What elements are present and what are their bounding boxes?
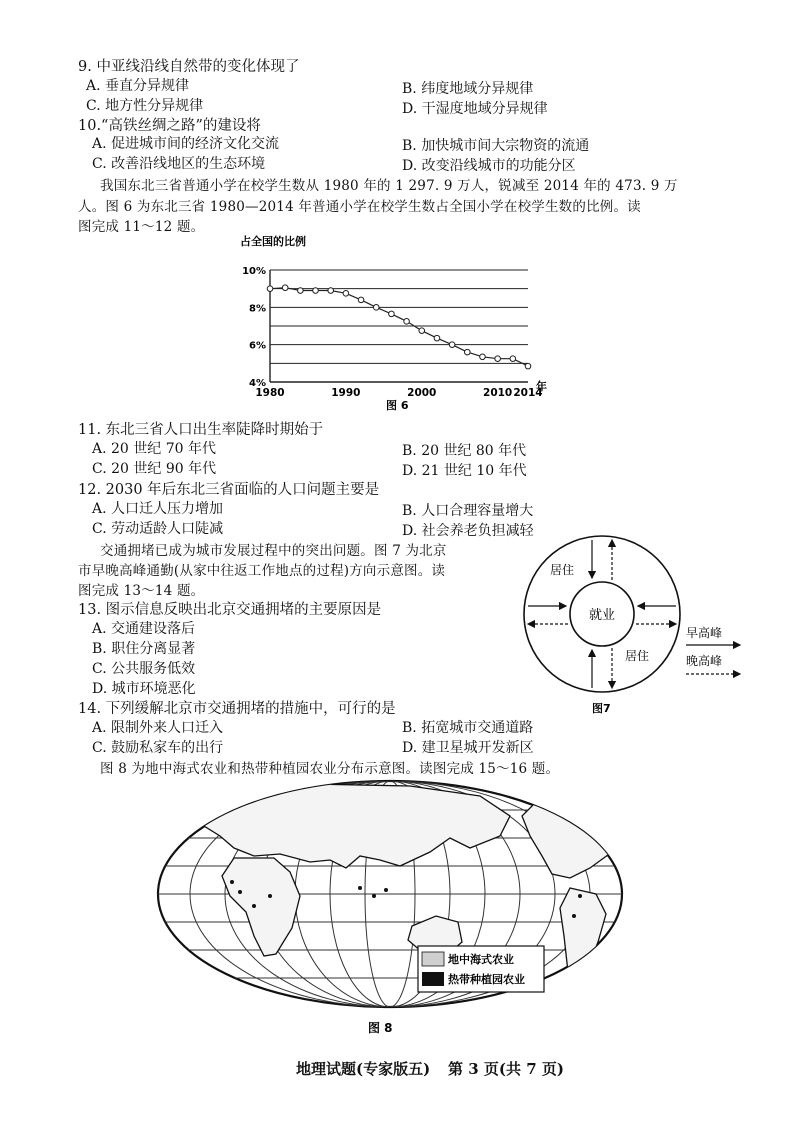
figure-7-commute-diagram xyxy=(520,532,770,717)
q9-option-c: C. 地方性分异规律 xyxy=(86,98,204,114)
q10-option-b: B. 加快城市间大宗物资的流通 xyxy=(402,138,590,154)
chart-x-ticks xyxy=(255,387,542,399)
data-point xyxy=(267,286,273,292)
data-point xyxy=(525,363,531,369)
label-employment: 就业 xyxy=(588,608,616,623)
q11-stem: 11. 东北三省人口出生率陡降时期始于 xyxy=(78,422,324,438)
intro-13-line3: 图完成 13～14 题。 xyxy=(78,583,205,599)
data-point xyxy=(419,328,425,334)
q11-option-c: C. 20 世纪 90 年代 xyxy=(92,461,217,477)
data-point xyxy=(510,356,516,362)
chart-xlabel: 年 xyxy=(536,380,547,393)
data-point xyxy=(373,305,379,311)
q14-option-a: A. 限制外来人口迁入 xyxy=(92,720,224,736)
label-residence-top: 居住 xyxy=(550,563,575,577)
figure-7-caption: 图7 xyxy=(592,702,611,715)
q11-option-a: A. 20 世纪 70 年代 xyxy=(92,441,216,457)
intro-11-line3: 图完成 11～12 题。 xyxy=(78,219,205,235)
y-tick-label: 10% xyxy=(242,266,266,277)
data-point xyxy=(328,288,334,294)
legend-mediterranean-label: 地中海式农业 xyxy=(448,953,514,966)
legend-evening-label: 晚高峰 xyxy=(686,654,723,668)
x-tick-label: 1980 xyxy=(255,387,285,399)
x-tick-label: 2000 xyxy=(407,387,437,399)
data-point xyxy=(313,288,319,294)
data-point xyxy=(434,335,440,341)
q13-option-c: C. 公共服务低效 xyxy=(92,661,196,677)
q11-option-b: B. 20 世纪 80 年代 xyxy=(402,443,527,459)
figure-8-caption: 图 8 xyxy=(368,1021,393,1035)
q12-option-a: A. 人口迁人压力增加 xyxy=(92,501,224,517)
q9-stem: 9. 中亚线沿线自然带的变化体现了 xyxy=(78,59,300,75)
q9-option-d: D. 干湿度地域分异规律 xyxy=(402,101,548,117)
q10-option-d: D. 改变沿线城市的功能分区 xyxy=(402,158,576,174)
y-tick-label: 6% xyxy=(249,340,266,352)
q13-option-d: D. 城市环境恶化 xyxy=(92,681,196,697)
label-residence-bottom: 居住 xyxy=(625,649,650,663)
legend-tropical-swatch xyxy=(422,972,444,986)
q13-option-a: A. 交通建设落后 xyxy=(92,621,196,637)
intro-11-line2: 人。图 6 为东北三省 1980—2014 年普通小学在校学生数占全国小学在校学生数的比例。读 xyxy=(78,199,641,215)
q12-option-d: D. 社会养老负担减轻 xyxy=(402,523,534,539)
data-point xyxy=(495,356,501,362)
intro-13-line1: 交通拥堵已成为城市发展过程中的突出问题。图 7 为北京 xyxy=(100,543,447,559)
q14-option-c: C. 鼓励私家车的出行 xyxy=(92,740,224,756)
x-tick-label: 2010 xyxy=(483,387,513,399)
q13-option-b: B. 职住分离显著 xyxy=(92,641,196,657)
figure-8-world-map xyxy=(150,776,630,1036)
q12-option-c: C. 劳动适龄人口陡减 xyxy=(92,521,224,537)
legend-morning-label: 早高峰 xyxy=(686,626,723,640)
q10-stem: 10.“高铁丝绸之路”的建设将 xyxy=(78,118,261,134)
q14-option-d: D. 建卫星城开发新区 xyxy=(402,740,534,756)
intro-15: 图 8 为地中海式农业和热带种植园农业分布示意图。读图完成 15～16 题。 xyxy=(100,761,560,777)
q13-stem: 13. 图示信息反映出北京交通拥堵的主要原因是 xyxy=(78,602,382,618)
series-line xyxy=(270,288,528,366)
data-point xyxy=(464,349,470,355)
legend-med-swatch xyxy=(422,952,444,966)
footer-title: 地理试题(专家版五) xyxy=(296,1060,431,1078)
data-point xyxy=(358,297,364,303)
q10-option-a: A. 促进城市间的经济文化交流 xyxy=(92,136,280,152)
y-tick-label: 8% xyxy=(249,303,266,315)
q14-option-b: B. 拓宽城市交通道路 xyxy=(402,720,534,736)
figure-6-line-chart xyxy=(230,232,560,412)
data-point xyxy=(282,285,288,291)
data-point xyxy=(480,354,486,360)
q11-option-d: D. 21 世纪 10 年代 xyxy=(402,463,527,479)
data-point xyxy=(389,311,395,317)
chart-y-ticks xyxy=(242,266,266,389)
data-point xyxy=(343,291,349,297)
data-point xyxy=(298,288,304,294)
intro-11-line1: 我国东北三省普通小学在校学生数从 1980 年的 1 297. 9 万人，锐减至 2014 年的 473. 9 万 xyxy=(100,178,678,194)
q12-stem: 12. 2030 年后东北三省面临的人口问题主要是 xyxy=(78,482,380,498)
chart-caption: 图 6 xyxy=(386,399,409,412)
x-tick-label: 2014 xyxy=(513,387,543,399)
q12-option-b: B. 人口合理容量增大 xyxy=(402,503,534,519)
chart-grid xyxy=(270,270,528,382)
chart-ylabel: 占全国的比例 xyxy=(240,235,306,248)
map-legend xyxy=(418,946,544,992)
q9-option-a: A. 垂直分异规律 xyxy=(86,78,190,94)
q10-option-c: C. 改善沿线地区的生态环境 xyxy=(92,156,266,172)
intro-13-line2: 市早晚高峰通勤(从家中往返工作地点的过程)方向示意图。读 xyxy=(78,563,446,579)
q14-stem: 14. 下列缓解北京市交通拥堵的措施中，可行的是 xyxy=(78,701,396,717)
footer-page-number: 第 3 页(共 7 页) xyxy=(448,1060,564,1078)
y-tick-label: 4% xyxy=(249,378,266,389)
series-points xyxy=(267,285,531,369)
x-tick-label: 1990 xyxy=(331,387,361,399)
q9-option-b: B. 纬度地域分异规律 xyxy=(402,81,534,97)
legend-tropical-label: 热带种植园农业 xyxy=(448,973,525,986)
data-point xyxy=(404,319,410,325)
data-point xyxy=(449,342,455,348)
